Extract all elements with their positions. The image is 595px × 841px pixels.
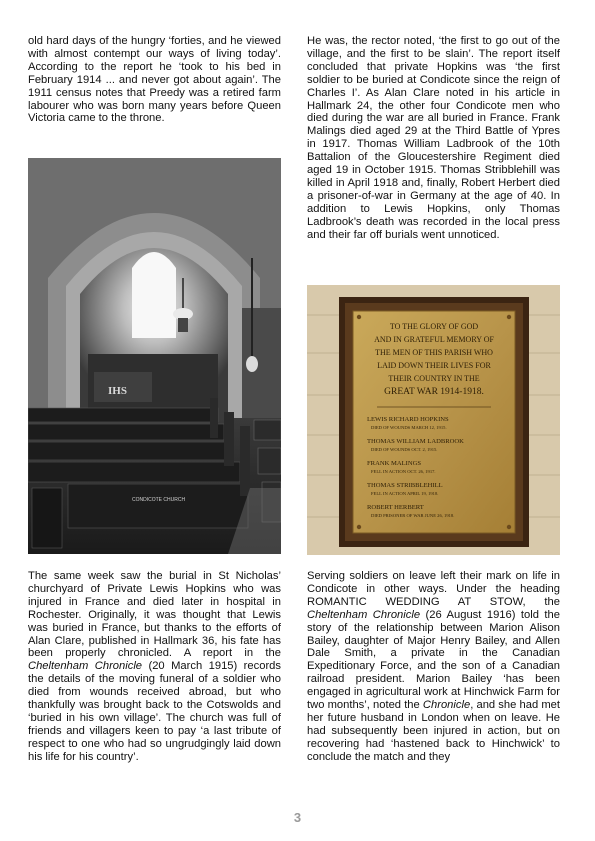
plaque-name: FRANK MALINGS (367, 460, 422, 467)
newspaper-title: Chronicle (422, 699, 471, 712)
paragraph: He was, the rector noted, ‘the first to go out of the village, and the first to be slain’. The report itself concluded that private Hopkins was ‘the first soldier to be buried at Condicote since the reign of Charles I’. As Alan Clare noted in his article in Hallmark 24, the other four Condicote men who died during the war are all buried in France. Frank Malings died aged 29 at the Third Battle of Ypres in 1917. Thomas William Ladbrook of the 10th Battalion of the Gloucestershire Regiment died aged 19 in October 1915. Thomas Stribblehill was killed in April 1918 and, finally, Robert Herbert died a prisoner-of-war in Germany at the age of 40. In addition to Lewis Hopkins, only Thomas Ladbrook’s death was recorded in the local press and their far off burials went unnoticed. (307, 35, 560, 241)
text-run: Serving soldiers on leave left their mark on life in Condicote in other ways. Under the heading ROMANTIC WEDDING AT STOW, the (307, 570, 560, 608)
newspaper-title: Cheltenham Chronicle (28, 660, 143, 673)
text-run: (26 August 1916) told the story of the relationship between Marion Alison Bailey, daughter of Major Henry Bailey, and Allen Dale Smith, a private in the Canadian Expeditionary Force, and the son of a Canadian railroad president. Marion Bailey ‘has been engaged in agricultural work at Hinchwick Farm for two months’, noted the (307, 608, 560, 712)
right-column-bottom-text (307, 570, 560, 764)
church-interior-photo (28, 158, 281, 554)
left-column-top-text (28, 35, 281, 125)
plaque-name: ROBERT HERBERT (367, 504, 424, 511)
right-column-top-text (307, 35, 560, 242)
text-run: (20 March 1915) records the details of the moving funeral of a soldier who died from wounds received abroad, but who thankfully was brought back to the Cotswolds and ‘buried in his own village’. The church was full of friends and villagers keen to pay ‘a last tribute of respect to one who had so ungrudgingly laid down his life for his country’. (28, 660, 281, 763)
paragraph (307, 570, 560, 764)
plaque-name-detail: FELL IN ACTION OCT. 26, 1917. (371, 469, 436, 474)
plaque-header-line: LAID DOWN THEIR LIVES FOR (377, 361, 491, 370)
plaque-header-line: TO THE GLORY OF GOD (389, 322, 479, 331)
altar-board-text: IHS (108, 385, 127, 397)
plaque-name-detail: DIED PRISONER OF WAR JUNE 26, 1918. (371, 513, 455, 518)
plaque-name: THOMAS WILLIAM LADBROOK (367, 438, 464, 445)
pew-label-text: CONDICOTE CHURCH (132, 497, 186, 503)
plaque-name: LEWIS RICHARD HOPKINS (367, 416, 449, 423)
newspaper-title: Cheltenham Chronicle (307, 608, 421, 621)
paragraph: old hard days of the hungry ‘forties, and he viewed with almost contempt our ways of living today’. According to the report he ‘took to his bed in February 1914 ... and never got about again’. The 1911 census notes that Preedy was a retired farm labourer who was born many years before Queen Victoria came to the throne. (28, 35, 281, 125)
plaque-name-detail: DIED OF WOUNDS OCT. 2, 1915. (371, 447, 438, 452)
plaque-header-line: GREAT WAR 1914-1918. (384, 387, 484, 397)
left-column-bottom-text (28, 570, 281, 764)
plaque-name-detail: DIED OF WOUNDS MARCH 12, 1915. (371, 425, 447, 430)
plaque-header-line: AND IN GRATEFUL MEMORY OF (374, 335, 494, 344)
paragraph (28, 570, 281, 764)
war-memorial-plaque-photo (307, 285, 560, 555)
plaque-name-detail: FELL IN ACTION APRIL 19, 1918. (371, 491, 439, 496)
text-run: , and she had met her future husband in London when on leave. He had subsequently been injured in action, but on recovering had ‘hastened back to Hinchwick’ to conclude the match and they (307, 699, 560, 763)
page-number: 3 (293, 810, 302, 825)
plaque-header-line: THE MEN OF THIS PARISH WHO (375, 348, 493, 357)
text-run: The same week saw the burial in St Nicholas’ churchyard of Private Lewis Hopkins who was injured in France and died later in hospital in Rochester. Originally, it was thought that Lewis was buried in France, but thanks to the efforts of Alan Clare, published in Hallmark 36, his fate has been properly chronicled. A report in the (28, 570, 281, 660)
plaque-name: THOMAS STRIBBLEHILL (367, 482, 443, 489)
plaque-header-line: THEIR COUNTRY IN THE (388, 374, 480, 383)
